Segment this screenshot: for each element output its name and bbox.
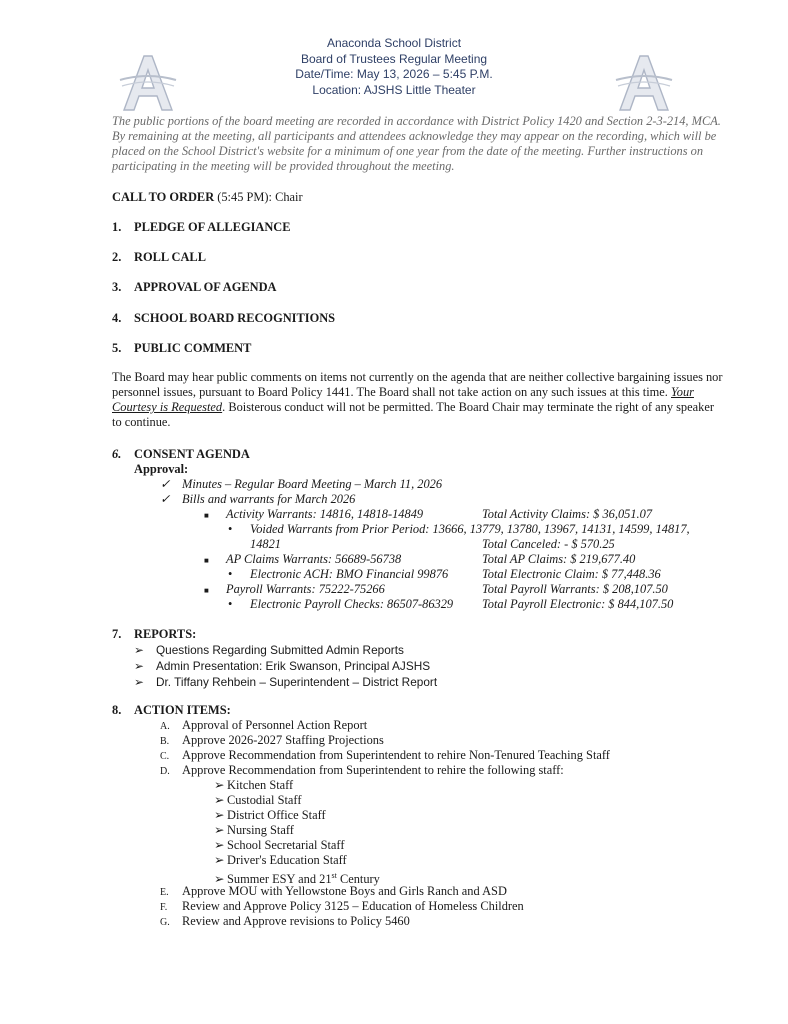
item-letter: E. xyxy=(160,887,169,898)
staff-text: District Office Staff xyxy=(227,808,326,822)
ach-total: Total Electronic Claim: $ 77,448.36 xyxy=(482,567,661,581)
action-text: Review and Approve revisions to Policy 5460 xyxy=(182,914,410,928)
report-text: Admin Presentation: Erik Swanson, Principal AJSHS xyxy=(156,659,431,673)
action-text: Approve 2026-2027 Staffing Projections xyxy=(182,733,384,747)
activity-total: Total Activity Claims: $ 36,051.07 xyxy=(482,507,653,521)
arrow-bullet-icon: ➢ xyxy=(214,872,225,887)
summer-sup: st xyxy=(331,871,337,880)
item-letter: G. xyxy=(160,917,170,928)
ap-total: Total AP Claims: $ 219,677.40 xyxy=(482,552,636,566)
action-item-d xyxy=(160,763,564,779)
agenda-item-1 xyxy=(112,220,291,235)
item-label: REPORTS: xyxy=(134,627,197,641)
agenda-item-2 xyxy=(112,250,206,265)
electronic-payroll-row xyxy=(228,597,728,612)
payroll-total: Total Payroll Warrants: $ 208,107.50 xyxy=(482,582,668,596)
arrow-bullet-icon: ➢ xyxy=(214,838,225,852)
consent-agenda-heading xyxy=(112,447,250,462)
summer-end: Century xyxy=(336,872,380,887)
bills-text: Bills and warrants for March 2026 xyxy=(182,492,356,506)
reports-heading xyxy=(112,627,196,642)
meeting-datetime: Date/Time: May 13, 2026 – 5:45 P.M. xyxy=(295,67,493,81)
courtesy-requested: Your Courtesy is Requested xyxy=(112,385,694,414)
action-item-e xyxy=(160,884,507,900)
item-number: 2. xyxy=(112,250,122,264)
item-number: 7. xyxy=(112,627,122,641)
item-label: PLEDGE OF ALLEGIANCE xyxy=(134,220,291,234)
meeting-location: Location: AJSHS Little Theater xyxy=(312,82,476,97)
staff-text: Custodial Staff xyxy=(227,793,302,807)
action-item-b xyxy=(160,733,384,749)
report-text: Questions Regarding Submitted Admin Reports xyxy=(156,643,404,657)
activity-warrants: Activity Warrants: 14816, 14818-14849 xyxy=(226,507,424,521)
voided-warrants-row-2 xyxy=(250,537,730,552)
voided-warrants: Voided Warrants from Prior Period: 13666, 13779, 13780, 13967, 14131, 14599, 14817, xyxy=(250,522,690,536)
staff-text: Kitchen Staff xyxy=(227,778,294,792)
action-text: Review and Approve Policy 3125 – Education of Homeless Children xyxy=(182,899,524,913)
call-to-order-time: (5:45 PM): Chair xyxy=(214,190,303,204)
district-name: Anaconda School District xyxy=(326,36,462,50)
call-to-order-label: CALL TO ORDER xyxy=(112,190,215,204)
square-bullet-icon: ■ xyxy=(204,586,209,595)
consent-minutes xyxy=(160,477,442,492)
square-bullet-icon: ■ xyxy=(204,556,209,565)
voided-total: Total Canceled: - $ 570.25 xyxy=(482,537,615,551)
meeting-title: Board of Trustees Regular Meeting xyxy=(300,51,488,66)
ap-warrants: AP Claims Warrants: 56689-56738 xyxy=(226,552,402,566)
arrow-bullet-icon: ➢ xyxy=(214,793,225,807)
staff-text: School Secretarial Staff xyxy=(227,838,345,852)
action-text: Approve MOU with Yellowstone Boys and Girls Ranch and ASD xyxy=(182,884,507,898)
action-item-c xyxy=(160,748,610,764)
consent-approval: Approval: xyxy=(134,462,189,476)
staff-text: Nursing Staff xyxy=(227,823,294,837)
recording-notice: The public portions of the board meeting are recorded in accordance with District Policy 1420 and Section 2-3-214, MCA. By remaining at the meeting, all participants and attendees acknowledge they may appear on the recording, which will be placed on the School District's website for a minimum of one year from the date of the meeting. Further instructions on participating in the meeting will be provided throughout the meeting. xyxy=(112,114,721,173)
item-number: 5. xyxy=(112,341,122,355)
agenda-item-3 xyxy=(112,280,277,295)
round-bullet-icon: • xyxy=(228,567,233,581)
action-text: Approve Recommendation from Superintendent to rehire the following staff: xyxy=(182,763,564,777)
arrow-bullet-icon: ➢ xyxy=(214,823,225,837)
action-text: Approval of Personnel Action Report xyxy=(182,718,368,732)
agenda-item-5 xyxy=(112,341,251,356)
item-letter: F. xyxy=(160,902,168,913)
item-label: CONSENT AGENDA xyxy=(134,447,250,461)
report-item-1 xyxy=(134,643,404,658)
staff-item xyxy=(214,793,301,808)
action-item-f xyxy=(160,899,524,915)
item-label: SCHOOL BOARD RECOGNITIONS xyxy=(134,311,336,325)
payroll-warrants-row xyxy=(204,582,724,598)
arrow-bullet-icon: ➢ xyxy=(214,853,225,867)
item-letter: D. xyxy=(160,766,170,777)
action-item-a xyxy=(160,718,367,734)
staff-text: Driver's Education Staff xyxy=(227,853,347,867)
arrow-bullet-icon: ➢ xyxy=(134,675,144,689)
call-to-order xyxy=(112,190,303,205)
activity-warrants-row xyxy=(204,507,724,523)
staff-item xyxy=(214,808,326,823)
district-logo-left xyxy=(118,50,178,114)
electronic-payroll-total: Total Payroll Electronic: $ 844,107.50 xyxy=(482,597,674,611)
item-number: 3. xyxy=(112,280,122,294)
staff-item xyxy=(214,853,347,868)
staff-item xyxy=(214,778,293,793)
staff-item xyxy=(214,823,294,838)
arrow-bullet-icon: ➢ xyxy=(214,808,225,822)
ap-warrants-row xyxy=(204,552,724,568)
item-label: APPROVAL OF AGENDA xyxy=(134,280,277,294)
arrow-bullet-icon: ➢ xyxy=(134,643,144,657)
check-icon: ✓ xyxy=(160,492,171,506)
item-number: 1. xyxy=(112,220,122,234)
district-logo-right xyxy=(614,50,674,114)
item-letter: C. xyxy=(160,751,170,762)
action-items-heading xyxy=(112,703,231,718)
item-number: 8. xyxy=(112,703,122,717)
check-icon: ✓ xyxy=(160,477,171,491)
public-comment-before: The Board may hear public comments on items not currently on the agenda that are neither collective bargaining issues nor personnel issues, pursuant to Board Policy 1441. The Board shall not take action on any such issues at this time. xyxy=(112,370,723,399)
item-label: PUBLIC COMMENT xyxy=(134,341,252,355)
arrow-bullet-icon: ➢ xyxy=(214,778,225,792)
report-text: Dr. Tiffany Rehbein – Superintendent – District Report xyxy=(156,675,438,689)
summer-text: Summer ESY and 21 xyxy=(227,872,332,887)
item-number: 4. xyxy=(112,311,122,325)
report-item-2 xyxy=(134,659,430,674)
action-item-g xyxy=(160,914,410,930)
item-letter: B. xyxy=(160,736,170,747)
payroll-warrants: Payroll Warrants: 75222-75266 xyxy=(226,582,385,596)
round-bullet-icon: • xyxy=(228,597,233,611)
public-comment-text xyxy=(112,370,724,430)
square-bullet-icon: ■ xyxy=(204,511,209,520)
consent-bills xyxy=(160,492,355,507)
public-comment-after: . Boisterous conduct will not be permitted. The Board Chair may terminate the right of any speaker to continue. xyxy=(112,400,714,429)
staff-item xyxy=(214,838,344,853)
electronic-ach: Electronic ACH: BMO Financial 99876 xyxy=(250,567,449,581)
ach-row xyxy=(228,567,728,582)
report-item-3 xyxy=(134,675,437,690)
arrow-bullet-icon: ➢ xyxy=(134,659,144,673)
round-bullet-icon: • xyxy=(228,522,233,536)
voided-warrants-row xyxy=(228,522,690,537)
item-label: ACTION ITEMS: xyxy=(134,703,231,717)
agenda-item-4 xyxy=(112,311,335,326)
action-text: Approve Recommendation from Superintendent to rehire Non-Tenured Teaching Staff xyxy=(182,748,610,762)
minutes-text: Minutes – Regular Board Meeting – March 11, 2026 xyxy=(182,477,443,491)
item-number: 6. xyxy=(112,447,122,461)
electronic-payroll: Electronic Payroll Checks: 86507-86329 xyxy=(250,597,454,611)
item-letter: A. xyxy=(160,721,170,732)
voided-warrants-cont: 14821 xyxy=(250,537,281,551)
item-label: ROLL CALL xyxy=(134,250,206,264)
